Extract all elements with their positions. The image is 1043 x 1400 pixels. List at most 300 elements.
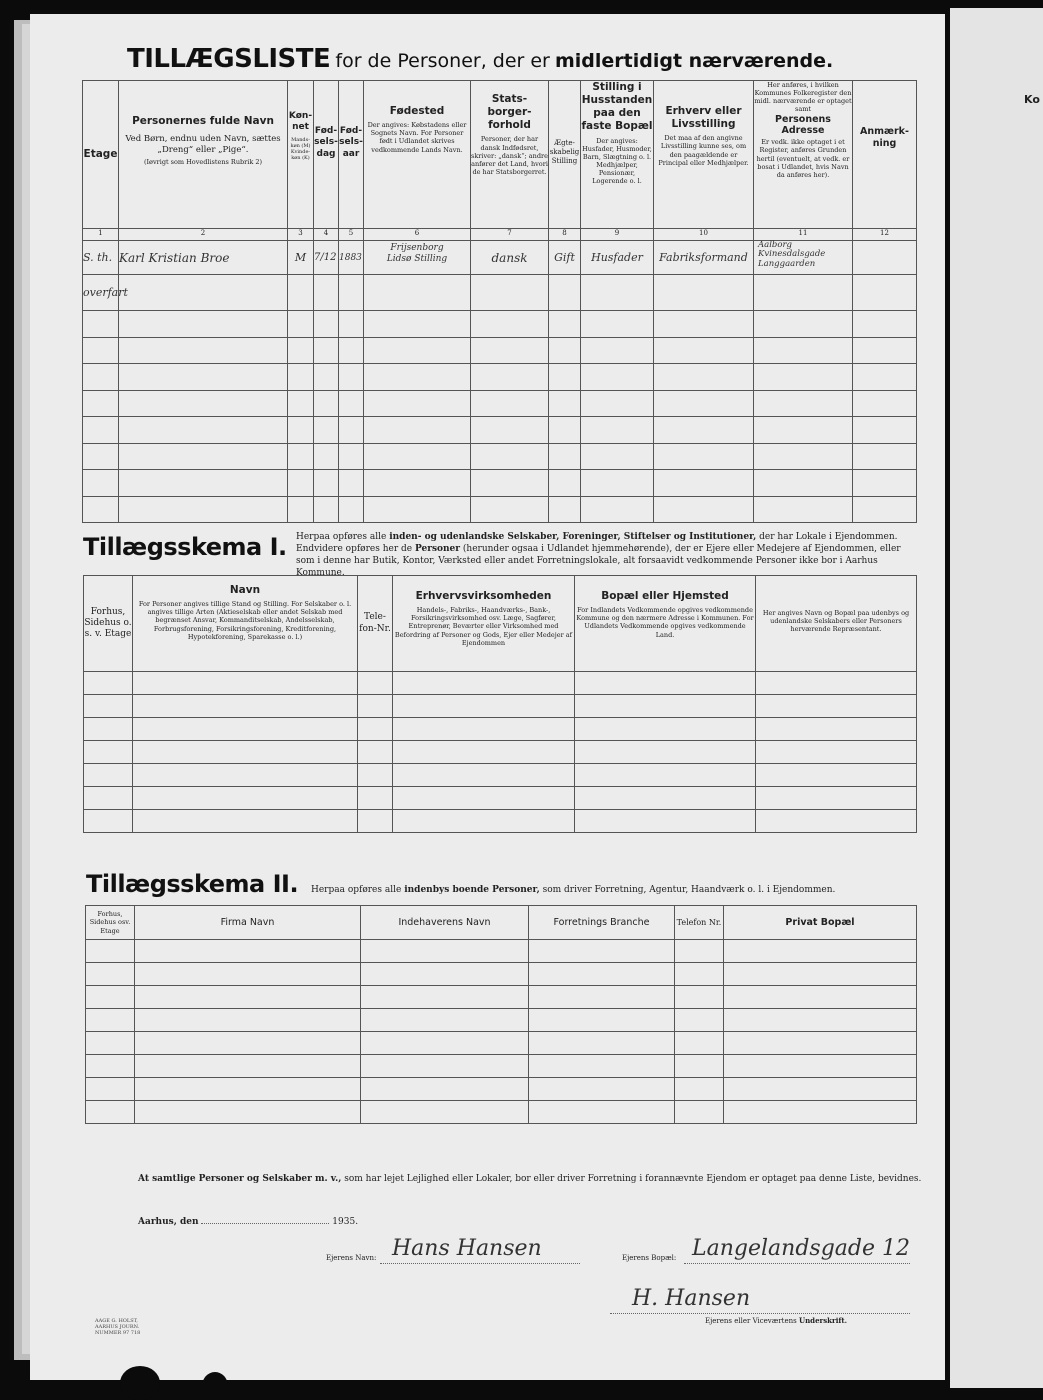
birthplace-cell: [364, 241, 471, 275]
empty-cell: [549, 311, 581, 338]
address-cell: [754, 241, 853, 275]
empty-cell: [135, 963, 361, 986]
empty-cell: [133, 741, 358, 764]
empty-cell: [364, 470, 471, 497]
binder-hole: [120, 1366, 160, 1400]
empty-cell: [364, 311, 471, 338]
empty-cell: [364, 390, 471, 417]
empty-cell: [84, 764, 133, 787]
col-num: 11: [754, 229, 853, 241]
empty-cell: [756, 672, 917, 695]
place-date: Aarhus, den 1935.: [138, 1217, 359, 1227]
empty-cell: [549, 390, 581, 417]
skema1-col-phone: Tele-fon-Nr.: [358, 576, 393, 672]
empty-cell: [853, 470, 917, 497]
etage-cell: overfart: [83, 275, 119, 311]
empty-cell: [119, 496, 288, 523]
empty-cell: [754, 390, 853, 417]
empty-cell: [358, 787, 393, 810]
empty-row: [86, 1009, 917, 1032]
address-value: Kvinesdalsgade: [758, 249, 826, 260]
empty-cell: [471, 443, 549, 470]
skema2-empty-rows: [86, 940, 917, 1124]
empty-cell: [83, 364, 119, 391]
title-part2: midlertidigt nærværende.: [554, 50, 834, 72]
adjacent-page: [950, 8, 1043, 1388]
empty-row: [84, 787, 917, 810]
empty-cell: [119, 443, 288, 470]
col-header-note: Anmærk-ning: [853, 81, 917, 229]
tillaegsliste-table: [82, 80, 917, 523]
empty-cell: [361, 1032, 529, 1055]
empty-cell: [84, 672, 133, 695]
empty-cell: [654, 443, 754, 470]
empty-row: [86, 1032, 917, 1055]
skema2-col-branch: Forretnings Branche: [529, 906, 675, 940]
empty-cell: [314, 311, 339, 338]
empty-cell: [675, 1055, 724, 1078]
empty-cell: [314, 390, 339, 417]
page-edge: [22, 24, 30, 1354]
empty-cell: [84, 718, 133, 741]
empty-cell: [133, 787, 358, 810]
empty-cell: [83, 311, 119, 338]
empty-cell: [288, 417, 314, 444]
col-num: 9: [581, 229, 654, 241]
empty-cell: [675, 1009, 724, 1032]
empty-cell: [549, 337, 581, 364]
empty-cell: [675, 940, 724, 963]
empty-row: [84, 695, 917, 718]
empty-cell: [853, 390, 917, 417]
empty-cell: [364, 364, 471, 391]
col-header-occupation: Erhverv eller Livsstilling Det maa af den angivne Livsstilling kunne ses, om den paagældende er Principal eller Medhjælper.: [654, 81, 754, 229]
empty-row: [84, 810, 917, 833]
col-header-birthday: Fød-sels-dag: [314, 81, 339, 229]
empty-cell: [135, 1055, 361, 1078]
empty-cell: [724, 1101, 917, 1124]
empty-cell: [581, 417, 654, 444]
empty-row: [86, 1101, 917, 1124]
empty-cell: [361, 986, 529, 1009]
empty-cell: [529, 1055, 675, 1078]
empty-cell: [549, 496, 581, 523]
empty-cell: [581, 311, 654, 338]
empty-cell: [471, 390, 549, 417]
skema1-note: Herpaa opføres alle inden- og udenlandske Selskaber, Foreninger, Stiftelser og Institutioner, der har Lokale i Ejendommen. Endvidere opføres her de Personer (herunder ogsaa i Udlandet hjemmehørende), der er Ejere eller Medejere af Ejendommen, eller som i denne har Butik, Kontor, Værksted eller andet Forretningslokale, alt forsaavidt vedkommende Personer ikke bor i Aarhus Kommune.: [296, 532, 901, 579]
citizenship-cell: dansk: [471, 241, 549, 275]
empty-cell: [393, 764, 575, 787]
note-cell: [853, 241, 917, 275]
empty-cell: [724, 940, 917, 963]
empty-cell: [754, 311, 853, 338]
empty-cell: [756, 787, 917, 810]
col-num: 3: [288, 229, 314, 241]
empty-cell: [361, 1078, 529, 1101]
empty-row: [83, 470, 917, 497]
declaration: At samtlige Personer og Selskaber m. v., som har lejet Lejlighed eller Lokaler, bor eller driver Forretning i forannævnte Ejendom er optaget paa denne Liste, bevidnes.: [138, 1174, 922, 1184]
col-header-etage: Etage: [83, 81, 119, 229]
empty-cell: [393, 741, 575, 764]
skema2-col-owner: Indehaverens Navn: [361, 906, 529, 940]
empty-cell: [654, 337, 754, 364]
skema1-col-address: Bopæl eller Hjemsted For Indlandets Vedkommende opgives vedkommende Kommune og den nærmere Adresse i Kommunen. For Udlandets Vedkommende opgives vedkommende Land.: [575, 576, 756, 672]
empty-cell: [754, 470, 853, 497]
skema1-col-business: Erhvervsvirksomheden Handels-, Fabriks-, Haandværks-, Bank-, Forsikringsvirksomhed osv. Læge, Sagfører, Entreprenør, Beværter eller Virksomhed med Befordring af Personer og Gods, Ejer eller Medejer af Ejendommen: [393, 576, 575, 672]
col-num: 1: [83, 229, 119, 241]
empty-cell: [84, 695, 133, 718]
col-num: 6: [364, 229, 471, 241]
skema2-col-private-address: Privat Bopæl: [724, 906, 917, 940]
empty-cell: [86, 1032, 135, 1055]
col-num: 8: [549, 229, 581, 241]
signature-line: [610, 1313, 910, 1314]
empty-cell: [339, 470, 364, 497]
empty-cell: [756, 695, 917, 718]
empty-cell: [581, 337, 654, 364]
empty-cell: [119, 470, 288, 497]
empty-cell: [675, 986, 724, 1009]
skema2-col-phone: Telefon Nr.: [675, 906, 724, 940]
address-top: Aalborg: [758, 240, 792, 250]
empty-row: [83, 311, 917, 338]
empty-cell: [529, 1078, 675, 1101]
owner-name-line: [380, 1263, 580, 1264]
empty-cell: [675, 1078, 724, 1101]
col-header-address: Her anføres, i hvilken Kommunes Folkeregister den midl. nærværende er optaget samt Personens Adresse Er vedk. ikke optaget i et Register, anføres Grunden hertil (eventuelt, at vedk. er bosat i Udlandet, hvis Navn da anføres her).: [754, 81, 853, 229]
owner-address-line: [684, 1263, 910, 1264]
empty-cell: [581, 496, 654, 523]
empty-cell: [339, 443, 364, 470]
empty-cell: [83, 417, 119, 444]
skema2-table: [85, 905, 917, 1124]
empty-cell: [135, 1078, 361, 1101]
birthyear-cell: 1883: [339, 241, 364, 275]
empty-cell: [314, 470, 339, 497]
empty-cell: [133, 695, 358, 718]
empty-cell: [581, 390, 654, 417]
empty-cell: [83, 337, 119, 364]
household-cell: Husfader: [581, 241, 654, 275]
empty-cell: [339, 496, 364, 523]
col-header-citizenship: Stats-borger-forhold Personer, der har dansk Indfødsret, skriver: „dansk“; andre anfører det Land, hvori de har Statsborgerret.: [471, 81, 549, 229]
printer-stamp: AAGE G. HOLST, AARHUS JOURN. NUMMER 97 718: [95, 1318, 141, 1336]
owner-name: Hans Hansen: [392, 1236, 542, 1261]
empty-cell: [575, 695, 756, 718]
empty-cell: [314, 417, 339, 444]
owner-address-label: Ejerens Bopæl:: [622, 1254, 677, 1262]
col-num: 12: [853, 229, 917, 241]
empty-cell: [361, 1055, 529, 1078]
empty-cell: [339, 337, 364, 364]
empty-row: [83, 390, 917, 417]
empty-cell: [288, 443, 314, 470]
empty-rows: [83, 311, 917, 523]
empty-cell: [86, 1101, 135, 1124]
empty-cell: [135, 1032, 361, 1055]
empty-cell: [756, 810, 917, 833]
empty-cell: [754, 443, 853, 470]
empty-cell: [529, 963, 675, 986]
empty-row: [84, 741, 917, 764]
col-num: 7: [471, 229, 549, 241]
empty-cell: [529, 1101, 675, 1124]
owner-address: Langelandsgade 12: [692, 1236, 910, 1261]
empty-cell: [756, 741, 917, 764]
empty-cell: [575, 741, 756, 764]
skema2-col-etage: Forhus, Sidehus osv. Etage: [86, 906, 135, 940]
empty-cell: [754, 364, 853, 391]
empty-cell: [288, 364, 314, 391]
empty-cell: [393, 810, 575, 833]
empty-cell: [288, 311, 314, 338]
empty-cell: [575, 787, 756, 810]
empty-cell: [135, 986, 361, 1009]
marital-cell: Gift: [549, 241, 581, 275]
empty-row: [86, 986, 917, 1009]
empty-cell: [314, 496, 339, 523]
empty-cell: [529, 986, 675, 1009]
empty-cell: [361, 963, 529, 986]
birthplace-value: Lidsø Stilling: [386, 253, 448, 264]
empty-cell: [853, 364, 917, 391]
empty-cell: [724, 1055, 917, 1078]
empty-cell: [393, 718, 575, 741]
skema2-note: Herpaa opføres alle indenbys boende Personer, som driver Forretning, Agentur, Haandværk o. l. i Ejendommen.: [311, 885, 836, 895]
empty-cell: [358, 741, 393, 764]
address-bottom: Langgaarden: [758, 258, 816, 269]
empty-cell: [86, 1078, 135, 1101]
empty-cell: [364, 443, 471, 470]
empty-cell: [756, 718, 917, 741]
empty-cell: [361, 1009, 529, 1032]
empty-cell: [288, 390, 314, 417]
empty-cell: [654, 390, 754, 417]
empty-cell: [86, 963, 135, 986]
empty-cell: [314, 337, 339, 364]
empty-cell: [288, 470, 314, 497]
adjacent-page-text: Ko: [1024, 93, 1040, 106]
empty-cell: [724, 963, 917, 986]
empty-cell: [575, 718, 756, 741]
empty-cell: [581, 443, 654, 470]
empty-cell: [86, 940, 135, 963]
empty-cell: [471, 470, 549, 497]
empty-cell: [314, 443, 339, 470]
skema2-title: Tillægsskema II.: [86, 870, 299, 898]
empty-cell: [575, 810, 756, 833]
skema1-empty-rows: [84, 672, 917, 833]
empty-cell: [83, 470, 119, 497]
signature: H. Hansen: [632, 1286, 751, 1311]
empty-cell: [86, 1009, 135, 1032]
owner-name-label: Ejerens Navn:: [326, 1254, 377, 1262]
col-header-gender: Køn-net Mands-køn (M) Kvinde-køn (K): [288, 81, 314, 229]
empty-cell: [675, 1032, 724, 1055]
empty-cell: [358, 810, 393, 833]
empty-cell: [86, 986, 135, 1009]
empty-cell: [675, 1101, 724, 1124]
table-row: [83, 275, 917, 311]
empty-cell: [675, 963, 724, 986]
empty-cell: [654, 417, 754, 444]
empty-cell: [119, 311, 288, 338]
col-header-birthplace: Fødested Der angives: Købstadens eller Sognets Navn. For Personer født i Udlandet skrives vedkommende Lands Navn.: [364, 81, 471, 229]
empty-cell: [84, 741, 133, 764]
empty-cell: [86, 1055, 135, 1078]
empty-cell: [84, 787, 133, 810]
table-header-row: [83, 81, 917, 229]
empty-cell: [654, 311, 754, 338]
empty-cell: [471, 337, 549, 364]
etage-cell: S. th.: [83, 241, 119, 275]
name-cell: Karl Kristian Broe: [119, 241, 288, 275]
empty-cell: [83, 496, 119, 523]
empty-cell: [84, 810, 133, 833]
title-main: TILLÆGSLISTE: [127, 44, 331, 74]
empty-cell: [853, 311, 917, 338]
empty-cell: [724, 1078, 917, 1101]
empty-row: [86, 1078, 917, 1101]
skema2-col-firm: Firma Navn: [135, 906, 361, 940]
empty-row: [83, 337, 917, 364]
empty-cell: [471, 496, 549, 523]
empty-cell: [471, 311, 549, 338]
empty-cell: [529, 940, 675, 963]
skema2-header-row: [86, 906, 917, 940]
empty-cell: [529, 1032, 675, 1055]
empty-cell: [339, 364, 364, 391]
empty-cell: [393, 695, 575, 718]
empty-cell: [471, 417, 549, 444]
skema1-col-representative: Her angives Navn og Bopæl paa udenbys og udenlandske Selskabers eller Personers herværende Repræsentant.: [756, 576, 917, 672]
empty-row: [86, 1055, 917, 1078]
empty-cell: [364, 496, 471, 523]
empty-cell: [754, 337, 853, 364]
empty-row: [84, 718, 917, 741]
empty-cell: [288, 496, 314, 523]
empty-cell: [853, 337, 917, 364]
page-title: [127, 44, 833, 74]
empty-cell: [133, 718, 358, 741]
empty-cell: [361, 1101, 529, 1124]
empty-cell: [754, 496, 853, 523]
empty-cell: [339, 417, 364, 444]
empty-cell: [339, 390, 364, 417]
empty-cell: [288, 337, 314, 364]
empty-cell: [853, 496, 917, 523]
empty-cell: [581, 364, 654, 391]
binder-hole: [202, 1372, 228, 1400]
empty-cell: [724, 986, 917, 1009]
empty-row: [83, 443, 917, 470]
col-num: 5: [339, 229, 364, 241]
skema1-title: Tillægsskema I.: [83, 533, 287, 561]
empty-cell: [575, 764, 756, 787]
empty-cell: [358, 718, 393, 741]
col-header-marital: Ægte-skabelig Stilling: [549, 81, 581, 229]
empty-cell: [581, 470, 654, 497]
skema1-table: [83, 575, 917, 833]
empty-cell: [358, 672, 393, 695]
empty-cell: [119, 337, 288, 364]
empty-cell: [358, 695, 393, 718]
col-header-name: Personernes fulde Navn Ved Børn, endnu uden Navn, sættes „Dreng“ eller „Pige“. (Iøvrigt som Hovedlistens Rubrik 2): [119, 81, 288, 229]
empty-cell: [135, 1101, 361, 1124]
gender-cell: M: [288, 241, 314, 275]
empty-cell: [853, 443, 917, 470]
empty-cell: [119, 364, 288, 391]
empty-cell: [393, 787, 575, 810]
empty-cell: [654, 470, 754, 497]
empty-cell: [83, 443, 119, 470]
empty-row: [84, 764, 917, 787]
empty-cell: [654, 364, 754, 391]
empty-cell: [339, 311, 364, 338]
empty-cell: [724, 1032, 917, 1055]
empty-cell: [754, 417, 853, 444]
empty-cell: [654, 496, 754, 523]
empty-cell: [393, 672, 575, 695]
empty-cell: [83, 390, 119, 417]
empty-cell: [358, 764, 393, 787]
col-num: 4: [314, 229, 339, 241]
col-num: 2: [119, 229, 288, 241]
skema1-col-etage: Forhus, Sidehus o. s. v. Etage: [84, 576, 133, 672]
empty-cell: [724, 1009, 917, 1032]
skema1-col-name: Navn For Personer angives tillige Stand og Stilling. For Selskaber o. l. angives tillige Arten (Aktieselskab eller andet Selskab med begrænset Ansvar, Kommanditselskab, Andelsselskab, Forbrugsforening, Forsikringsforening, Kreditforening, Hypotekforening, Sparekasse o. l.): [133, 576, 358, 672]
empty-row: [84, 672, 917, 695]
empty-cell: [853, 417, 917, 444]
column-number-row: [83, 229, 917, 241]
empty-cell: [119, 390, 288, 417]
empty-cell: [135, 1009, 361, 1032]
signature-label: Ejerens eller Viceværtens Underskrift.: [705, 1316, 848, 1325]
col-header-birthyear: Fød-sels-aar: [339, 81, 364, 229]
empty-cell: [549, 443, 581, 470]
empty-cell: [361, 940, 529, 963]
empty-cell: [133, 672, 358, 695]
empty-row: [83, 417, 917, 444]
empty-cell: [575, 672, 756, 695]
birthplace-top: Frijsenborg: [390, 243, 444, 253]
empty-row: [86, 940, 917, 963]
empty-cell: [549, 364, 581, 391]
empty-cell: [756, 764, 917, 787]
empty-row: [86, 963, 917, 986]
empty-cell: [549, 470, 581, 497]
empty-cell: [314, 364, 339, 391]
empty-cell: [471, 364, 549, 391]
empty-cell: [133, 810, 358, 833]
birthday-cell: 7/12: [314, 241, 339, 275]
occupation-cell: Fabriksformand: [654, 241, 754, 275]
empty-cell: [135, 940, 361, 963]
empty-cell: [133, 764, 358, 787]
skema1-header-row: [84, 576, 917, 672]
empty-cell: [364, 417, 471, 444]
empty-cell: [364, 337, 471, 364]
empty-row: [83, 364, 917, 391]
empty-cell: [529, 1009, 675, 1032]
col-header-household: Stilling i Husstanden paa den faste Bopæl Der angives: Husfader, Husmoder, Barn, Slægtning o. l. Medhjælper, Pensionær, Logerende o. l.: [581, 81, 654, 229]
table-row: [83, 241, 917, 275]
empty-cell: [119, 417, 288, 444]
col-num: 10: [654, 229, 754, 241]
empty-row: [83, 496, 917, 523]
empty-cell: [549, 417, 581, 444]
title-part1: for de Personer, der er: [335, 50, 550, 72]
